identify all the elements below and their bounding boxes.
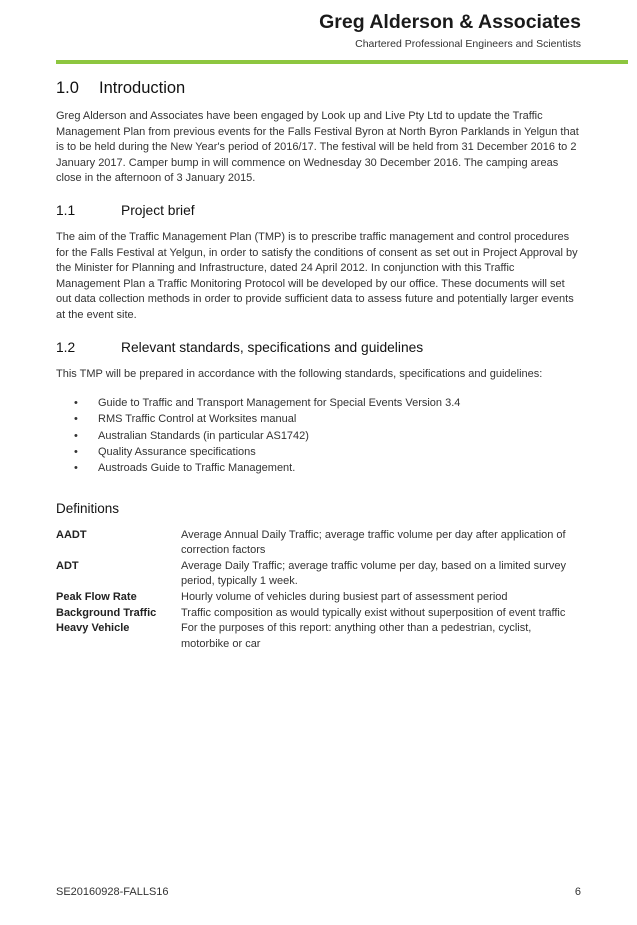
list-item-text: RMS Traffic Control at Worksites manual: [98, 413, 297, 426]
section-number: 1.0: [56, 79, 79, 97]
list-item: [56, 428, 581, 444]
standards-list: [56, 395, 581, 476]
page-number: 6: [574, 886, 581, 898]
table-row: [56, 590, 581, 606]
bullet-icon: •: [74, 429, 78, 442]
list-item: [56, 411, 581, 427]
definition-text: Traffic composition as would typically exist without superposition of event traffic: [181, 606, 566, 619]
company-tagline: Chartered Professional Engineers and Scientists: [355, 38, 581, 50]
definition-term: Peak Flow Rate: [56, 590, 137, 603]
definition-text: For the purposes of this report: anything other than a pedestrian, cyclist, motorbike or car: [181, 622, 532, 650]
definition-term: ADT: [56, 559, 79, 572]
definitions-heading: Definitions: [56, 500, 120, 516]
section-title: Project brief: [121, 202, 195, 218]
section-heading-project-brief: [56, 202, 581, 220]
project-brief-paragraph: The aim of the Traffic Management Plan (TMP) is to prescribe traffic management and control procedures for the Falls Festival at Yelgun, in order to satisfy the conditions of consent as set out in Project Approval by the Minister for Planning and Infrastructure, dated 24 April 2012. In conjunction with this Traffic Management Plan a Traffic Monitoring Protocol will be developed by our office. These documents will set out data collection methods in order to provide sufficient data to assess future and potentially larger events at the event site.: [56, 230, 578, 321]
bullet-icon: •: [74, 462, 78, 475]
definition-term: Background Traffic: [56, 606, 157, 619]
bullet-icon: •: [74, 413, 78, 426]
section-title: Relevant standards, specifications and guidelines: [121, 339, 424, 355]
table-row: [56, 621, 581, 652]
header-accent-rule: [56, 60, 628, 64]
table-row: [56, 528, 581, 559]
definition-term: Heavy Vehicle: [56, 622, 130, 635]
definitions-table: [56, 528, 581, 653]
section-number: 1.2: [56, 339, 76, 355]
table-row: [56, 559, 581, 590]
document-body: [56, 77, 581, 652]
bullet-icon: •: [74, 446, 78, 459]
page-header: [0, 0, 637, 70]
list-item: [56, 395, 581, 411]
section-title: Introduction: [99, 79, 186, 97]
definition-text: Hourly volume of vehicles during busiest part of assessment period: [181, 590, 508, 603]
definition-text: Average Daily Traffic; average traffic volume per day, based on a limited survey period, typically 1 week.: [181, 559, 566, 588]
list-item-text: Australian Standards (in particular AS1742): [98, 429, 309, 442]
bullet-icon: •: [74, 397, 78, 410]
section-heading-introduction: [56, 77, 581, 107]
table-row: [56, 606, 581, 622]
list-item: [56, 460, 581, 476]
section-number: 1.1: [56, 202, 76, 218]
section-heading-standards: [56, 339, 581, 357]
list-item-text: Guide to Traffic and Transport Management for Special Events Version 3.4: [98, 397, 461, 410]
document-code: SE20160928-FALLS16: [56, 886, 169, 898]
list-item-text: Quality Assurance specifications: [98, 446, 256, 459]
introduction-paragraph: Greg Alderson and Associates have been engaged by Look up and Live Pty Ltd to update the Traffic Management Plan from previous events for the Falls Festival Byron at North Byron Parklands in Yelgun that is to be held during the New Year's period of 2016/17. The festival will be held from 31 December 2016 to 2 January 2017. Camper bump in will commence on Wednesday 30 December 2016. The camping areas close in the afternoon of 3 January 2015.: [56, 110, 579, 185]
list-item: [56, 444, 581, 460]
definition-text: Average Annual Daily Traffic; average traffic volume per day after application of correction factors: [181, 528, 566, 557]
definition-term: AADT: [56, 528, 87, 541]
list-item-text: Austroads Guide to Traffic Management.: [98, 462, 296, 475]
company-name: Greg Alderson & Associates: [319, 11, 581, 33]
standards-paragraph: This TMP will be prepared in accordance with the following standards, specifications and guidelines:: [56, 367, 543, 380]
